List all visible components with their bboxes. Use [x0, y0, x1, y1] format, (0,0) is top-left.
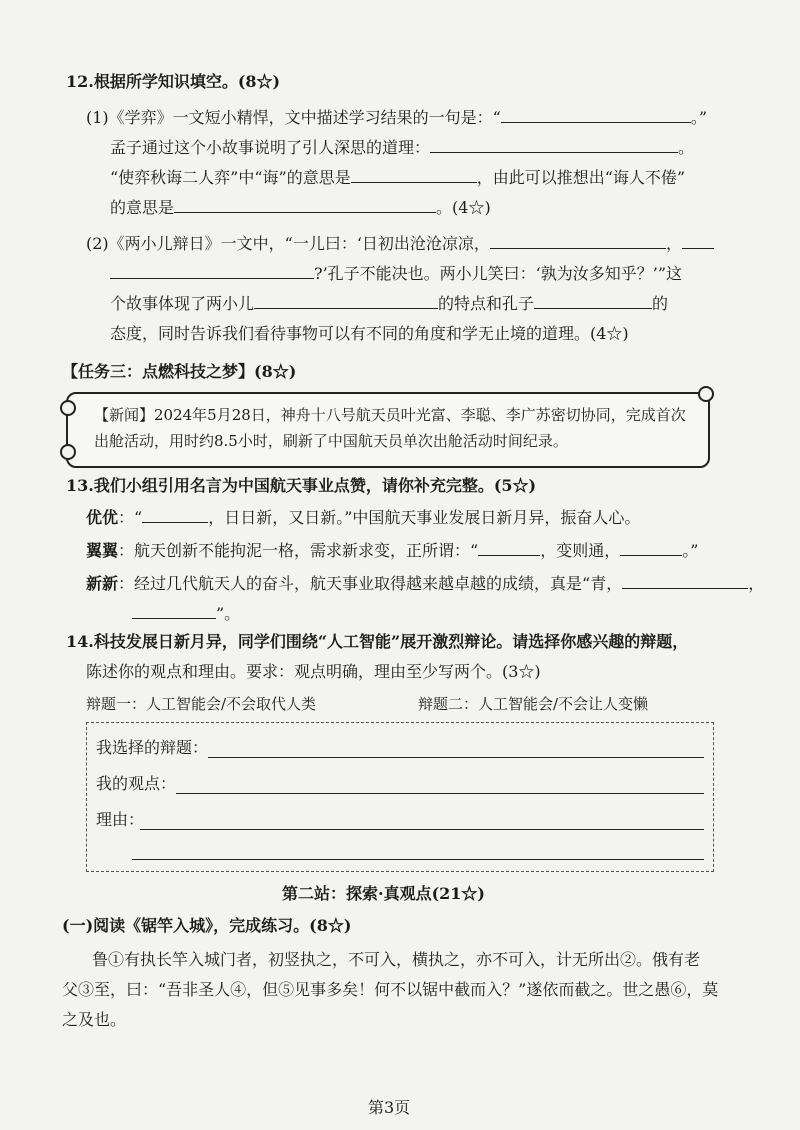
answer-blank[interactable]	[351, 168, 477, 183]
q14-title-1: 14.科技发展日新月异，同学们围绕“人工智能”展开激烈辩论。请选择你感兴趣的辩题，	[66, 632, 689, 651]
answer-blank[interactable]	[620, 541, 682, 556]
q12-2-text-c2: 的特点和孔子	[438, 294, 535, 313]
q13-c2	[132, 604, 240, 624]
q13-c-last: ”。	[216, 604, 241, 623]
passage-line-2: 父③至，曰：“吾非圣人④，但⑤见事多矣！何不以锯中截而入？”遂依而截之。世之愚⑥，莫	[62, 980, 719, 999]
q13-c-end: ，	[748, 574, 765, 593]
passage-line-1: 鲁①有执长竿入城门者，初竖执之，不可入，横执之，亦不可入，计无所出②。俄有老	[92, 950, 701, 969]
scroll-curl-icon	[60, 444, 76, 460]
q12-1-end-d: 。(4☆)	[436, 198, 491, 217]
q13-c-pre: ：经过几代航天人的奋斗，航天事业取得越来越卓越的成绩，真是“青，	[118, 574, 623, 593]
scroll-curl-icon	[698, 386, 714, 402]
reason-label: 理由：	[96, 810, 145, 829]
q13-a-pre: ：“	[118, 508, 143, 527]
choice-label: 我选择的辩题：	[96, 738, 209, 757]
q12-title: 12.根据所学知识填空。(8☆)	[66, 72, 281, 91]
view-label: 我的观点：	[96, 774, 177, 793]
view-answer-line[interactable]	[176, 792, 704, 794]
q12-2-line1	[86, 234, 714, 254]
q12-2-comma: ，	[665, 234, 682, 253]
q13-b-mid: ，变则通，	[540, 541, 621, 560]
task3-heading: 【任务三：点燃科技之梦】(8☆)	[62, 362, 297, 381]
speaker-name: 翼翼	[86, 541, 119, 560]
answer-blank[interactable]	[110, 264, 314, 279]
q12-2-text-c3: 的	[652, 294, 669, 313]
answer-blank[interactable]	[534, 294, 652, 309]
section2-heading: 第二站：探索·真观点(21☆)	[282, 884, 485, 903]
q12-1-line2	[110, 138, 694, 158]
speaker-name: 新新	[86, 574, 119, 593]
q12-1-text-c: “使弈秋诲二人弈”中“诲”的意思是	[110, 168, 351, 187]
answer-blank[interactable]	[490, 234, 666, 249]
answer-blank[interactable]	[682, 234, 714, 249]
q13-a	[86, 508, 640, 528]
scroll-curl-icon	[60, 400, 76, 416]
q12-2-text: (2)《两小儿辩日》一文中，“一儿曰：‘日初出沧沧凉凉，	[86, 234, 490, 253]
reason-answer-line[interactable]	[132, 858, 704, 860]
q12-1-text: (1)《学弈》一文短小精悍，文中描述学习结果的一句是：“	[86, 108, 501, 127]
q12-2-line2	[110, 264, 682, 284]
q12-1-text-c2: ，由此可以推想出“诲人不倦”	[476, 168, 686, 187]
q13-a-post: ，日日新，又日新。”中国航天事业发展日新月异，振奋人心。	[208, 508, 641, 527]
q13-b-pre: ：航天创新不能拘泥一格，需求新求变，正所谓：“	[118, 541, 479, 560]
news-text: 【新闻】2024年5月28日，神舟十八号航天员叶光富、李聪、李广苏密切协同，完成首次出舱活动，用时约8.5小时，刷新了中国航天员单次出舱活动时间纪录。	[94, 406, 686, 450]
q14-title-2: 陈述你的观点和理由。要求：观点明确，理由至少写两个。(3☆)	[86, 662, 541, 681]
answer-blank[interactable]	[254, 294, 438, 309]
q13-c	[86, 574, 764, 594]
passage-line-3: 之及也。	[62, 1010, 127, 1029]
debate-topic-2: 辩题二：人工智能会/不会让人变懒	[418, 695, 649, 713]
q13-b	[86, 541, 698, 561]
q12-1-text-b: 孟子通过这个小故事说明了引人深思的道理：	[110, 138, 431, 157]
answer-blank[interactable]	[174, 198, 436, 213]
q12-2-line4: 态度，同时告诉我们看待事物可以有不同的角度和学无止境的道理。(4☆)	[110, 324, 629, 343]
speaker-name: 优优	[86, 508, 119, 527]
answer-blank[interactable]	[132, 604, 216, 619]
debate-topic-1: 辩题一：人工智能会/不会取代人类	[86, 695, 317, 713]
q13-title: 13.我们小组引用名言为中国航天事业点赞，请你补充完整。(5☆)	[66, 476, 537, 495]
q12-1-text-d: 的意思是	[110, 198, 175, 217]
answer-blank[interactable]	[478, 541, 540, 556]
answer-blank[interactable]	[501, 108, 691, 123]
answer-blank[interactable]	[430, 138, 678, 153]
q13-b-end: 。”	[682, 541, 699, 560]
q12-2-line3	[110, 294, 668, 314]
q12-1-end: 。”	[690, 108, 708, 127]
q12-1-line1	[86, 108, 707, 128]
page-number: 第3页	[368, 1098, 411, 1117]
q12-2-text-b: ?’孔子不能决也。两小儿笑曰：‘孰为汝多知乎？’”这	[314, 264, 683, 283]
answer-blank[interactable]	[142, 508, 208, 523]
part1-heading: (一)阅读《锯竿入城》，完成练习。(8☆)	[62, 916, 352, 935]
q12-2-text-c: 个故事体现了两小儿	[110, 294, 255, 313]
answer-blank[interactable]	[622, 574, 748, 589]
q12-1-line4	[110, 198, 491, 218]
q12-1-end-b: 。	[678, 138, 695, 157]
news-scroll	[66, 392, 710, 468]
choice-answer-line[interactable]	[208, 756, 704, 758]
q12-1-line3	[110, 168, 685, 188]
reason-answer-line[interactable]	[140, 828, 704, 830]
